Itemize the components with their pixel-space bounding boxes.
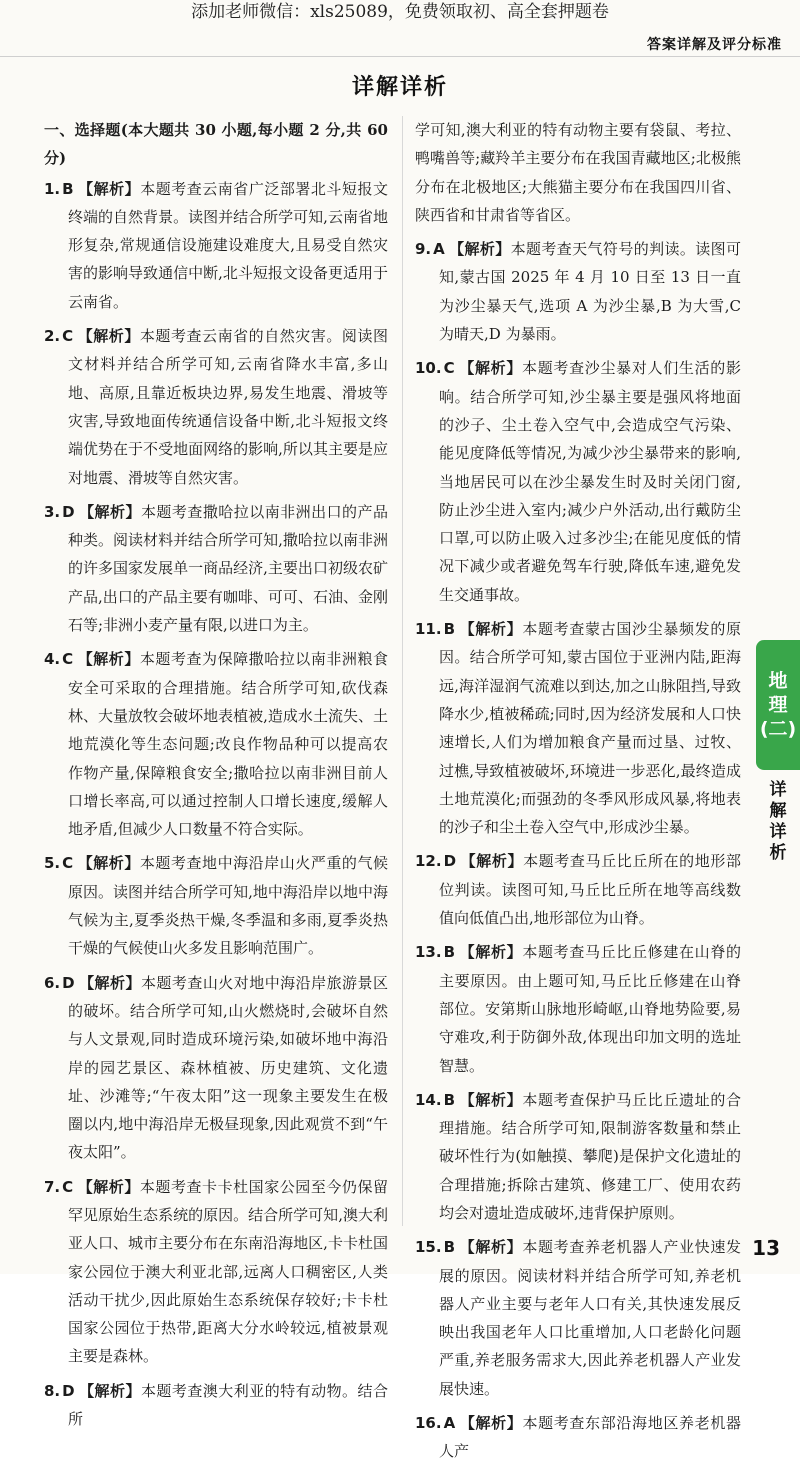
answer-item (415, 354, 741, 609)
analysis-text: 本题考查澳大利亚的特有动物。结合所 (68, 1381, 388, 1429)
section-heading: 一、选择题(本大题共 30 小题,每小题 2 分,共 60 分) (44, 121, 388, 168)
analysis-tag: 【解析】 (448, 240, 511, 259)
side-label-char: 详 (769, 822, 787, 842)
answer-choice: A (443, 1414, 456, 1433)
answer-item (415, 615, 741, 841)
analysis-text: 本题考查保护马丘比丘遗址的合理措施。结合所学可知,限制游客数量和禁止破坏性行为(如触摸、攀爬)是保护文化遗址的合理措施;拆除古建筑、修建工厂、使用农药均会对遗址造成破坏,违背保护原则。 (439, 1090, 741, 1222)
answer-item (44, 1173, 388, 1371)
question-number: 13. (415, 943, 442, 962)
analysis-tag: 【解析】 (78, 502, 141, 521)
page-title: 详解详析 (351, 75, 448, 100)
answer-choice: D (62, 973, 75, 992)
answer-choice: D (62, 1381, 75, 1400)
analysis-tag: 【解析】 (77, 854, 140, 873)
answer-item (415, 116, 741, 229)
analysis-text: 本题考查蒙古国沙尘暴频发的原因。结合所学可知,蒙古国位于亚洲内陆,距海远,海洋湿润气流难以到达,加之山脉阻挡,导致降水少,植被稀疏;同时,因为经济发展和人口快速增长,人们为增加粮食产量而过垦、过牧、过樵,导致植被破坏,环境进一步恶化,最终造成土地荒漠化;而强劲的冬季风形成风暴,将地表的沙子和尘土卷入空气中,形成沙尘暴。 (439, 620, 741, 837)
answer-choice: C (62, 854, 74, 873)
answer-item (415, 847, 741, 932)
answer-item (44, 645, 388, 843)
analysis-tag: 【解析】 (459, 943, 523, 962)
analysis-tag: 【解析】 (459, 1414, 523, 1433)
answer-choice: B (443, 620, 456, 639)
answer-choice: D (443, 852, 457, 871)
analysis-text: 本题考查云南省的自然灾害。阅读图文材料并结合所学可知,云南省降水丰富,多山地、高原,且靠近板块边界,易发生地震、滑坡等灾害,导致地面传统通信设备中断,北斗短报文终端优势在于不受地面网络的影响,所以其主要是应对地震、滑坡等自然灾害。 (68, 327, 388, 487)
analysis-tag: 【解析】 (77, 650, 140, 669)
subject-side-tab (756, 640, 800, 770)
analysis-text: 学可知,澳大利亚的特有动物主要有袋鼠、考拉、鸭嘴兽等;藏羚羊主要分布在我国青藏地区;北极熊分布在北极地区;大熊猫主要分布在我国四川省、陕西省和甘肃省等省区。 (415, 121, 741, 224)
question-number: 16. (415, 1414, 442, 1433)
analysis-text: 本题考查卡卡杜国家公园至今仍保留罕见原始生态系统的原因。结合所学可知,澳大利亚人口、城市主要分布在东南沿海地区,卡卡杜国家公园位于澳大利亚北部,远离人口稠密区,人类活动干扰少,因此原始生态系统保存较好;卡卡杜国家公园位于热带,距离大分水岭较远,植被景观主要是森林。 (68, 1177, 388, 1366)
question-number: 10. (415, 359, 442, 378)
analysis-text: 本题考查马丘比丘修建在山脊的主要原因。由上题可知,马丘比丘修建在山脊部位。安第斯山脉地形崎岖,山脊地势险要,易守难攻,利于防御外敌,体现出印加文明的选址智慧。 (439, 943, 741, 1075)
analysis-text: 本题考查天气符号的判读。读图可知,蒙古国 2025 年 4 月 10 日至 13 日一直为沙尘暴天气,选项 A 为沙尘暴,B 为大雪,C 为晴天,D 为暴雨。 (439, 240, 741, 344)
answer-choice: B (443, 1090, 456, 1109)
answer-item (44, 849, 388, 962)
answer-item (415, 938, 741, 1079)
question-number: 5. (44, 854, 61, 873)
header-right-label: 答案详解及评分标准 (647, 37, 782, 53)
answer-choice: C (443, 359, 455, 378)
header-divider (0, 56, 800, 57)
side-tab-char: (二) (759, 718, 797, 740)
question-number: 8. (44, 1381, 61, 1400)
analysis-tag: 【解析】 (77, 179, 141, 198)
answer-choice: B (62, 179, 74, 198)
question-number: 15. (415, 1238, 442, 1257)
answer-item (415, 1086, 741, 1227)
side-label-char: 详 (769, 780, 787, 800)
analysis-tag: 【解析】 (459, 620, 523, 639)
watermark-text: 添加老师微信：xls25089，免费领取初、高全套押题卷 (191, 2, 609, 22)
answer-choice: C (62, 650, 74, 669)
question-number: 6. (44, 973, 61, 992)
question-number: 7. (44, 1177, 61, 1196)
question-number: 12. (415, 852, 442, 871)
side-tab-char: 理 (768, 694, 788, 716)
analysis-text: 本题考查东部沿海地区养老机器人产 (439, 1414, 741, 1461)
page-number: 13 (752, 1236, 780, 1260)
analysis-text: 本题考查撒哈拉以南非洲出口的产品种类。阅读材料并结合所学可知,撒哈拉以南非洲的许多国家发展单一商品经济,主要出口初级农矿产品,出口的产品主要有咖啡、可可、石油、金刚石等;非洲小麦产量有限,以进口为主。 (68, 502, 388, 635)
analysis-tag: 【解析】 (459, 1090, 523, 1109)
side-tab-char: 地 (768, 670, 788, 692)
analysis-text: 本题考查地中海沿岸山火严重的气候原因。读图并结合所学可知,地中海沿岸以地中海气候为主,夏季炎热干燥,冬季温和多雨,夏季炎热干燥的气候使山火多发且影响范围广。 (68, 854, 388, 958)
answer-choice: D (62, 502, 75, 521)
answer-item (415, 1233, 741, 1403)
question-number: 1. (44, 179, 61, 198)
column-divider (402, 116, 403, 1226)
analysis-tag: 【解析】 (77, 327, 140, 346)
answer-item (415, 1409, 741, 1466)
right-column (415, 116, 741, 1472)
answer-item (44, 322, 388, 492)
question-number: 3. (44, 502, 61, 521)
analysis-text: 本题考查山火对地中海沿岸旅游景区的破坏。结合所学可知,山火燃烧时,会破坏自然与人文景观,同时造成环境污染,如破坏地中海沿岸的园艺景区、森林植被、历史建筑、文化遗址、沙滩等;“午夜太阳”这一现象主要发生在极圈以内,地中海沿岸无极昼现象,因此观赏不到“午夜太阳”。 (68, 973, 388, 1162)
side-label-char: 析 (769, 843, 787, 863)
side-section-label (766, 780, 790, 864)
analysis-text: 本题考查为保障撒哈拉以南非洲粮食安全可采取的合理措施。结合所学可知,砍伐森林、大量放牧会破坏地表植被,造成水土流失、土地荒漠化等生态问题;改良作物品种可以提高农作物产量,保障粮食安全;撒哈拉以南非洲目前人口增长率高,可以通过控制人口增长速度,缓解人地矛盾,但减少人口数量不符合实际。 (68, 650, 388, 839)
analysis-text: 本题考查沙尘暴对人们生活的影响。结合所学可知,沙尘暴主要是强风将地面的沙子、尘土卷入空气中,会造成空气污染、能见度降低等情况,为减少沙尘暴带来的影响,当地居民可以在沙尘暴发生时及时关闭门窗,防止沙尘进入室内;减少户外活动,出行戴防尘口罩,可以防止吸入过多沙尘;在能见度低的情况下减少或者避免驾车行驶,降低车速,避免发生交通事故。 (439, 359, 741, 604)
question-number: 9. (415, 240, 432, 259)
answer-choice: B (443, 1238, 456, 1257)
question-number: 11. (415, 620, 442, 639)
question-number: 2. (44, 327, 61, 346)
answer-choice: C (62, 1177, 74, 1196)
answer-item (44, 175, 388, 316)
analysis-text: 本题考查云南省广泛部署北斗短报文终端的自然背景。读图并结合所学可知,云南省地形复杂,常规通信设施建设难度大,且易受自然灾害的影响导致通信中断,北斗短报文设备更适用于云南省。 (68, 179, 388, 311)
analysis-tag: 【解析】 (460, 852, 524, 871)
answer-item (44, 969, 388, 1167)
answer-item (415, 235, 741, 348)
question-number: 14. (415, 1090, 442, 1109)
left-column (44, 116, 388, 1439)
analysis-tag: 【解析】 (78, 973, 141, 992)
analysis-tag: 【解析】 (77, 1177, 140, 1196)
analysis-text: 本题考查马丘比丘所在的地形部位判读。读图可知,马丘比丘所在地等高线数值向低值凸出,地形部位为山脊。 (439, 852, 741, 928)
analysis-tag: 【解析】 (458, 359, 523, 378)
answer-choice: C (62, 327, 74, 346)
answer-choice: A (433, 240, 445, 259)
answer-item (44, 498, 388, 639)
answer-choice: B (443, 943, 456, 962)
analysis-tag: 【解析】 (459, 1238, 523, 1257)
analysis-text: 本题考查养老机器人产业快速发展的原因。阅读材料并结合所学可知,养老机器人产业主要与老年人口有关,其快速发展反映出我国老年人口比重增加,人口老龄化问题严重,养老服务需求大,因此养老机器人产业发展快速。 (439, 1238, 741, 1398)
question-number: 4. (44, 650, 61, 669)
answer-item (44, 1377, 388, 1434)
side-label-char: 解 (769, 801, 787, 821)
analysis-tag: 【解析】 (78, 1381, 141, 1400)
